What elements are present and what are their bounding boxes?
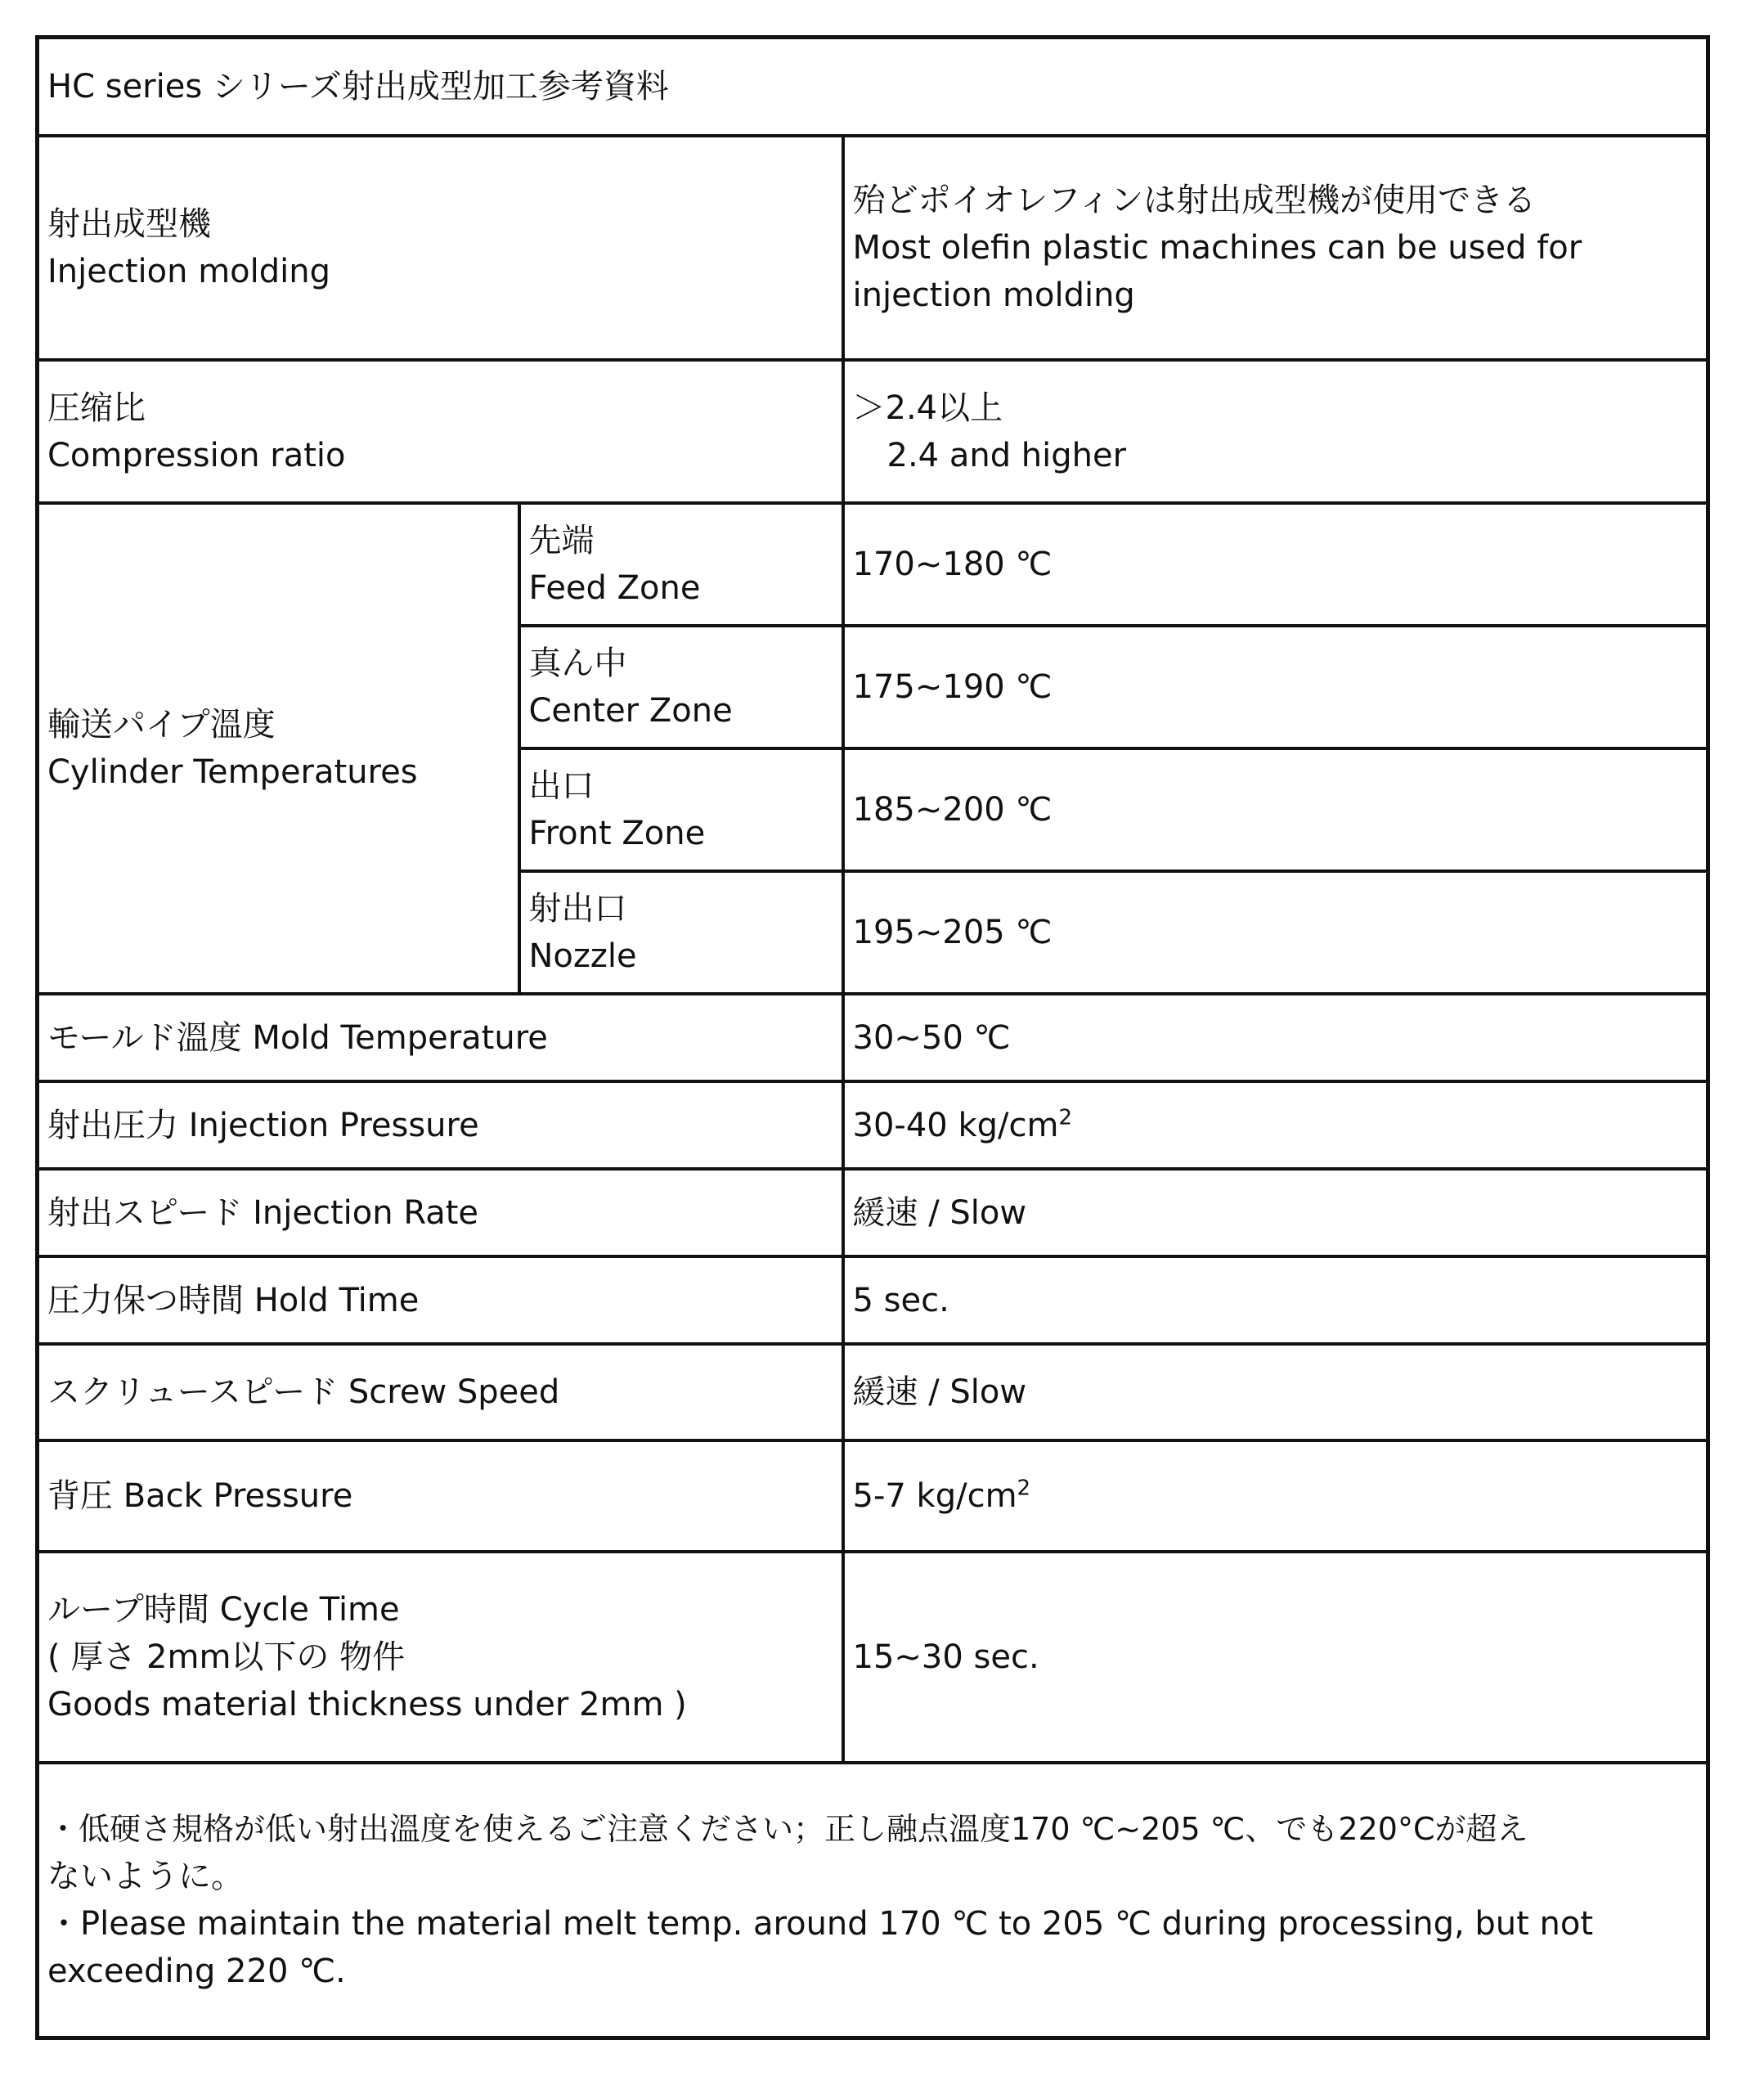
zone-en: Front Zone [528,815,706,852]
table-row [38,1440,1708,1552]
back-pressure-value [843,1440,1708,1552]
cycle-time-value: 15~30 sec. [843,1552,1708,1763]
note-jp-line-1: ・低硬さ規格が低い射出溫度を使えるご注意ください；正し融点溫度170 ℃~205 ℃、でも220°Cが超え [47,1811,1528,1847]
note-en-line-1: ・Please maintain the material melt temp. around 170 ℃ to 205 ℃ during processing, but not [47,1905,1594,1943]
processing-notes [38,1763,1708,2038]
mold-temperature-value: 30~50 ℃ [843,994,1708,1081]
label-jp: 射出成型機 [47,205,211,243]
zone-en: Center Zone [528,692,733,730]
value-text: 30-40 kg/cm [852,1106,1059,1144]
feed-zone-label [519,503,843,626]
screw-speed-value: 緩速 / Slow [843,1344,1708,1440]
injection-pressure-value [843,1081,1708,1169]
zone-en: Feed Zone [528,569,701,607]
front-zone-value: 185~200 ℃ [843,748,1708,871]
label-en: Compression ratio [47,436,346,474]
hold-time-label: 圧力保つ時間 Hold Time [38,1256,843,1344]
nozzle-value: 195~205 ℃ [843,871,1708,994]
zone-jp: 出口 [528,767,595,805]
table-row [38,360,1708,503]
superscript: 2 [1017,1476,1031,1501]
cylinder-temperatures-label [38,503,519,994]
label-en: Cylinder Temperatures [47,753,418,791]
value-en: 2.4 and higher [886,436,1127,474]
cycle-time-label [38,1552,843,1763]
label-line-1: ループ時間 Cycle Time [47,1591,400,1629]
injection-rate-label: 射出スピード Injection Rate [38,1169,843,1256]
value-text: 5-7 kg/cm [852,1477,1017,1515]
table-title: HC series シリーズ射出成型加工参考資料 [38,38,1708,137]
zone-jp: 真ん中 [528,645,627,682]
injection-molding-value [843,136,1708,360]
label-line-2: ( 厚さ 2mm以下の 物件 [47,1638,406,1676]
feed-zone-value: 170~180 ℃ [843,503,1708,626]
title-row [38,38,1708,137]
label-line-3: Goods material thickness under 2mm ) [47,1686,687,1723]
note-jp-line-2: ないように。 [47,1858,244,1895]
label-jp: 輸送パイプ溫度 [47,706,276,744]
zone-jp: 射出口 [528,890,627,928]
injection-pressure-label: 射出圧力 Injection Pressure [38,1081,843,1169]
mold-temperature-label: モールド溫度 Mold Temperature [38,994,843,1081]
superscript: 2 [1058,1105,1072,1130]
table-row [38,1552,1708,1763]
screw-speed-label: スクリュースピード Screw Speed [38,1344,843,1440]
compression-ratio-value [843,360,1708,503]
notes-row [38,1763,1708,2038]
table-row [38,1169,1708,1256]
hold-time-value: 5 sec. [843,1256,1708,1344]
value-en: Most olefin plastic machines can be used for [852,229,1582,267]
table-row [38,994,1708,1081]
injection-rate-value: 緩速 / Slow [843,1169,1708,1256]
table-row [38,1256,1708,1344]
processing-reference-table [35,35,1710,2040]
label-en: Injection molding [47,253,330,290]
note-en-line-2: exceeding 220 ℃. [47,1952,346,1990]
center-zone-label [519,626,843,748]
back-pressure-label: 背圧 Back Pressure [38,1440,843,1552]
label-jp: 圧缩比 [47,389,146,427]
injection-molding-label [38,136,843,360]
zone-en: Nozzle [528,937,637,975]
table-row [38,1344,1708,1440]
front-zone-label [519,748,843,871]
value-jp: ＞2.4以上 [852,389,1003,427]
nozzle-label [519,871,843,994]
zone-jp: 先端 [528,522,595,559]
compression-ratio-label [38,360,843,503]
table-row [38,136,1708,360]
center-zone-value: 175~190 ℃ [843,626,1708,748]
value-en-cont: injection molding [852,276,1135,314]
table-row [38,1081,1708,1169]
value-jp: 殆どポイオレフィンは射出成型機が使用できる [852,182,1537,219]
table-row [38,503,1708,626]
